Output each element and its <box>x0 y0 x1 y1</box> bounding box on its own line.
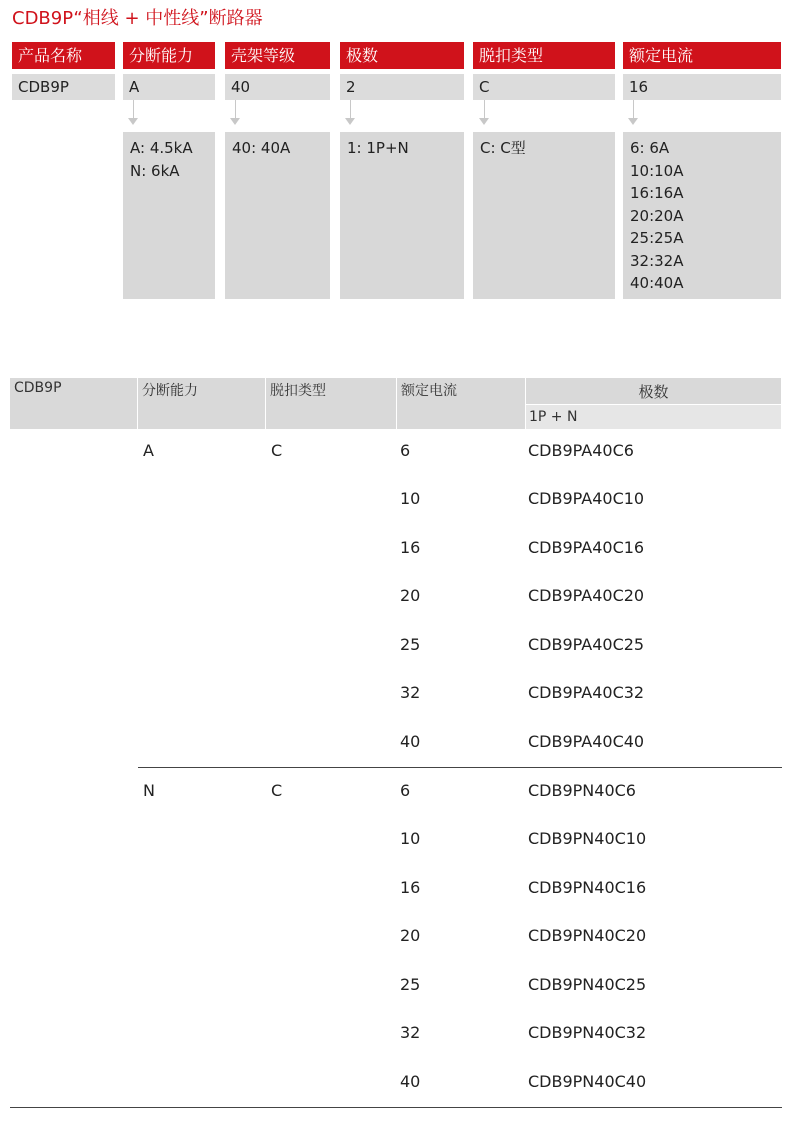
group-divider <box>138 767 782 768</box>
arrow-down-icon <box>479 118 489 125</box>
table-cell-model: CDB9PA40C10 <box>528 489 645 508</box>
page-title: CDB9P“相线 + 中性线”断路器 <box>12 8 263 29</box>
table-cell-model: CDB9PA40C20 <box>528 586 645 605</box>
table-cell-current: 25 <box>400 635 421 654</box>
table-cell-model: CDB9PA40C32 <box>528 683 645 702</box>
selector-value-poles: 2 <box>340 74 464 100</box>
table-cell-model: CDB9PA40C6 <box>528 441 634 460</box>
selector-options-breaking <box>123 132 215 299</box>
table-cell-breaking: A <box>143 441 154 460</box>
table-header-trip: 脱扣类型 <box>266 378 396 429</box>
selector-options-current <box>623 132 781 299</box>
table-cell-model: CDB9PA40C16 <box>528 538 645 557</box>
option-item: 40:40A <box>630 274 684 292</box>
table-cell-current: 16 <box>400 538 421 557</box>
table-bottom-rule <box>10 1107 782 1108</box>
selector-options-poles <box>340 132 464 299</box>
selector-options-frame <box>225 132 330 299</box>
option-item: 25:25A <box>630 229 684 247</box>
arrow-down-icon <box>345 118 355 125</box>
selector-value-frame: 40 <box>225 74 330 100</box>
option-item: 10:10A <box>630 161 684 180</box>
option-item: 16:16A <box>630 184 684 202</box>
arrow-down-icon <box>230 118 240 125</box>
table-cell-current: 20 <box>400 586 421 605</box>
table-header-breaking: 分断能力 <box>138 378 265 429</box>
table-cell-model: CDB9PN40C16 <box>528 878 647 897</box>
selector-value-breaking: A <box>123 74 215 100</box>
connector-line <box>633 100 634 118</box>
table-header-current: 额定电流 <box>397 378 525 429</box>
selector-options-trip <box>473 132 615 299</box>
table-cell-trip: C <box>271 441 283 460</box>
table-cell-current: 20 <box>400 926 421 945</box>
selector-value-product: CDB9P <box>12 74 115 100</box>
table-cell-model: CDB9PN40C40 <box>528 1072 647 1091</box>
selector-header-breaking: 分断能力 <box>123 42 215 69</box>
table-cell-model: CDB9PA40C40 <box>528 732 645 751</box>
table-cell-current: 16 <box>400 878 421 897</box>
table-cell-current: 10 <box>400 489 421 508</box>
table-header-poles: 极数 <box>526 378 781 404</box>
selector-value-trip: C <box>473 74 615 100</box>
option-item: 20:20A <box>630 206 684 225</box>
connector-line <box>350 100 351 118</box>
selector-header-current: 额定电流 <box>623 42 781 69</box>
selector-header-product: 产品名称 <box>12 42 115 69</box>
table-cell-current: 32 <box>400 683 421 702</box>
table-cell-current: 6 <box>400 781 411 800</box>
table-cell-current: 25 <box>400 975 421 994</box>
option-item: N: 6kA <box>130 161 180 180</box>
option-item: C: C型 <box>480 139 526 157</box>
table-cell-model: CDB9PA40C25 <box>528 635 645 654</box>
table-cell-current: 6 <box>400 441 411 460</box>
option-item: A: 4.5kA <box>130 139 193 157</box>
arrow-down-icon <box>628 118 638 125</box>
table-cell-breaking: N <box>143 781 155 800</box>
table-header-product: CDB9P <box>10 378 137 429</box>
option-item: 32:32A <box>630 251 684 270</box>
selector-value-current: 16 <box>623 74 781 100</box>
connector-line <box>235 100 236 118</box>
table-cell-model: CDB9PN40C25 <box>528 975 647 994</box>
table-cell-model: CDB9PN40C6 <box>528 781 636 800</box>
arrow-down-icon <box>128 118 138 125</box>
selector-header-frame: 壳架等级 <box>225 42 330 69</box>
table-cell-model: CDB9PN40C32 <box>528 1023 647 1042</box>
option-item: 40: 40A <box>232 139 291 157</box>
connector-line <box>484 100 485 118</box>
table-cell-trip: C <box>271 781 283 800</box>
table-cell-model: CDB9PN40C20 <box>528 926 647 945</box>
option-item: 1: 1P+N <box>347 139 409 157</box>
option-item: 6: 6A <box>630 139 670 157</box>
table-cell-model: CDB9PN40C10 <box>528 829 647 848</box>
table-cell-current: 40 <box>400 1072 421 1091</box>
connector-line <box>133 100 134 118</box>
table-cell-current: 10 <box>400 829 421 848</box>
table-subheader-poles: 1P + N <box>526 405 781 429</box>
table-cell-current: 40 <box>400 732 421 751</box>
selector-header-poles: 极数 <box>340 42 464 69</box>
table-cell-current: 32 <box>400 1023 421 1042</box>
selector-header-trip: 脱扣类型 <box>473 42 615 69</box>
